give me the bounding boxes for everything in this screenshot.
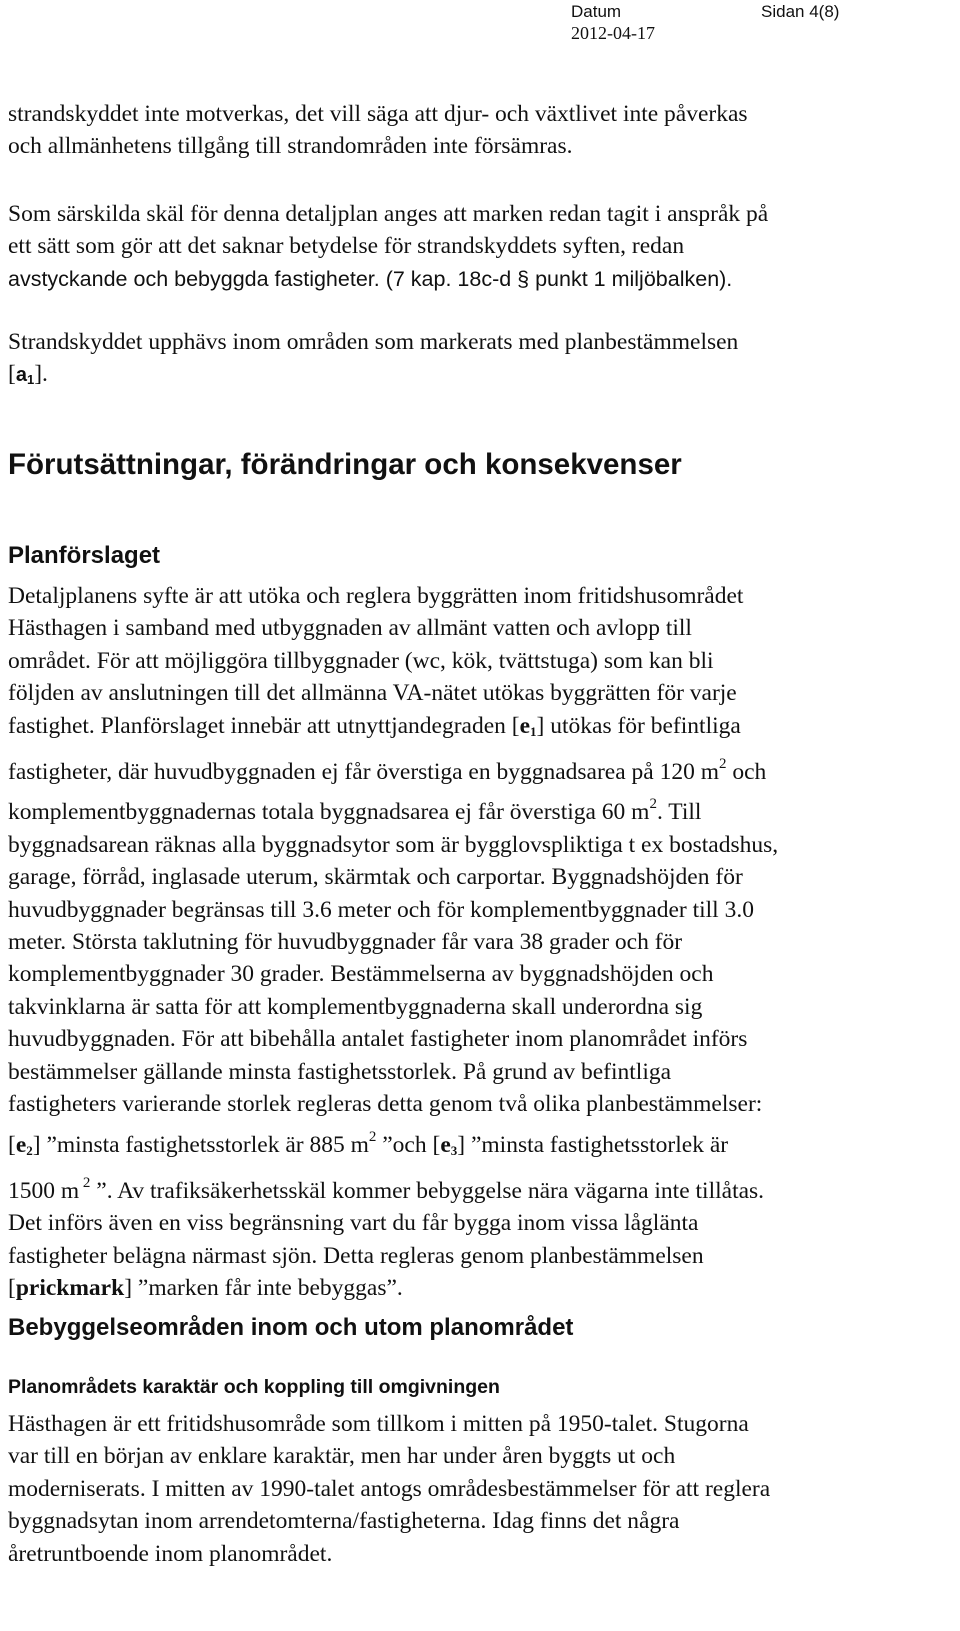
text-line: Det införs även en viss begränsning vart du får bygga inom vissa låglänta	[8, 1210, 699, 1237]
text-line: [prickmark] ”marken får inte bebyggas”.	[8, 1275, 403, 1302]
text-line: meter. Största taklutning för huvudbyggnader får vara 38 grader och för	[8, 929, 683, 956]
text-line: komplementbyggnader 30 grader. Bestämmelserna av byggnadshöjden och	[8, 961, 714, 988]
document-date: 2012-04-17	[571, 23, 655, 43]
text-line: åretruntboende inom planområdet.	[8, 1540, 333, 1567]
text-line: Detaljplanens syfte är att utöka och reglera byggrätten inom fritidshusområdet	[8, 583, 744, 609]
text-line: området. För att möjliggöra tillbyggnader (wc, kök, tvättstuga) som kan bli	[8, 647, 714, 674]
text-line: avstyckande och bebyggda fastigheter. (7 kap. 18c-d § punkt 1 miljöbalken).	[8, 266, 733, 291]
section-heading: Förutsättningar, förändringar och konsekvenser	[8, 448, 682, 481]
text-line: Hästhagen i samband med utbyggnaden av allmänt vatten och avlopp till	[8, 615, 692, 642]
plan-code: $a_1$	[15, 364, 35, 388]
text-line: ett sätt som gör att det saknar betydelse för strandskyddets syften, redan	[8, 233, 685, 260]
text-line: huvudbyggnaden. För att bibehålla antalet fastigheter inom planområdet införs	[8, 1026, 748, 1053]
text-line: $[e_2]$ ”minsta fastighetsstorlek är 885 $m^2$ ”och $[e_3]$ ”minsta fastighetsstorlek är	[8, 1128, 729, 1158]
text-line: komplementbyggnadernas totala byggnadsarea ej får överstiga 60 $m^2$. Till	[8, 796, 702, 826]
text-line: $[a_1]$.	[8, 361, 48, 388]
text-line: Strandskyddet upphävs inom områden som markerats med planbestämmelsen	[8, 329, 739, 355]
text-line: strandskyddet inte motverkas, det vill säga att djur- och växtlivet inte påverkas	[8, 101, 748, 127]
planomrade-paragraph	[8, 1408, 953, 1570]
text-line: Hästhagen är ett fritidshusområde som tillkom i mitten på 1950-talet. Stugorna	[8, 1411, 749, 1437]
text-line: fastigheter, där huvudbyggnaden ej får överstiga en byggnadsarea på 120 $m^2$ och	[8, 756, 767, 786]
plan-code: prickmark	[15, 1275, 125, 1302]
plan-code: $e_2$	[15, 1131, 33, 1158]
text-line: fastighet. Planförslaget innebär att utnyttjandegraden $[e_1]$ utökas för befintliga	[8, 712, 741, 739]
text-line: byggnadsytan inom arrendetomterna/fastigheterna. Idag finns det några	[8, 1508, 680, 1535]
text-line: och allmänhetens tillgång till strandområden inte försämras.	[8, 133, 573, 160]
plan-code: $e_3$	[440, 1131, 458, 1158]
text-line: garage, förråd, inglasade uterum, skärmtak och carportar. Byggnadshöjden för	[8, 864, 743, 891]
plan-code: $e_1$	[519, 712, 537, 739]
intro-paragraph-3	[8, 326, 953, 397]
text-line: takvinklarna är satta för att komplementbyggnaderna skall underordna sig	[8, 993, 703, 1020]
text-line: byggnadsarean räknas alla byggnadsytor som är bygglovspliktiga t ex bostadshus,	[8, 831, 779, 858]
section-heading: Bebyggelseområden inom och utom planområdet	[8, 1314, 574, 1341]
section-sign: §	[517, 266, 530, 291]
page-number: Sidan 4(8)	[761, 2, 840, 21]
planforslaget-paragraph	[8, 580, 953, 1305]
subsection-heading: Planområdets karaktär och koppling till omgivningen	[8, 1376, 500, 1398]
date-label: Datum	[571, 2, 622, 21]
text-line: huvudbyggnader begränsas till 3.6 meter och för komplementbyggnader till 3.0	[8, 896, 754, 923]
text-line: fastigheter belägna närmast sjön. Detta regleras genom planbestämmelsen	[8, 1242, 704, 1269]
text-line: var till en början av enklare karaktär, men har under åren byggts ut och	[8, 1443, 676, 1470]
intro-paragraph-1	[8, 98, 953, 163]
intro-paragraph-2	[8, 198, 953, 295]
text-line: fastigheters varierande storlek regleras detta genom två olika planbestämmelser:	[8, 1091, 763, 1118]
text-line: moderniserats. I mitten av 1990-talet antogs områdesbestämmelser för att reglera	[8, 1475, 771, 1502]
text-line: bestämmelser gällande minsta fastighetsstorlek. På grund av befintliga	[8, 1058, 672, 1085]
subsection-heading: Planförslaget	[8, 542, 161, 569]
text-line: 1500 m $^2$ ”. Av trafiksäkerhetsskäl kommer bebyggelse nära vägarna inte tillåtas.	[8, 1174, 765, 1204]
text-line: följden av anslutningen till det allmänna VA-nätet utökas byggrätten för varje	[8, 680, 737, 707]
text-line: Som särskilda skäl för denna detaljplan anges att marken redan tagit i anspråk på	[8, 201, 769, 227]
